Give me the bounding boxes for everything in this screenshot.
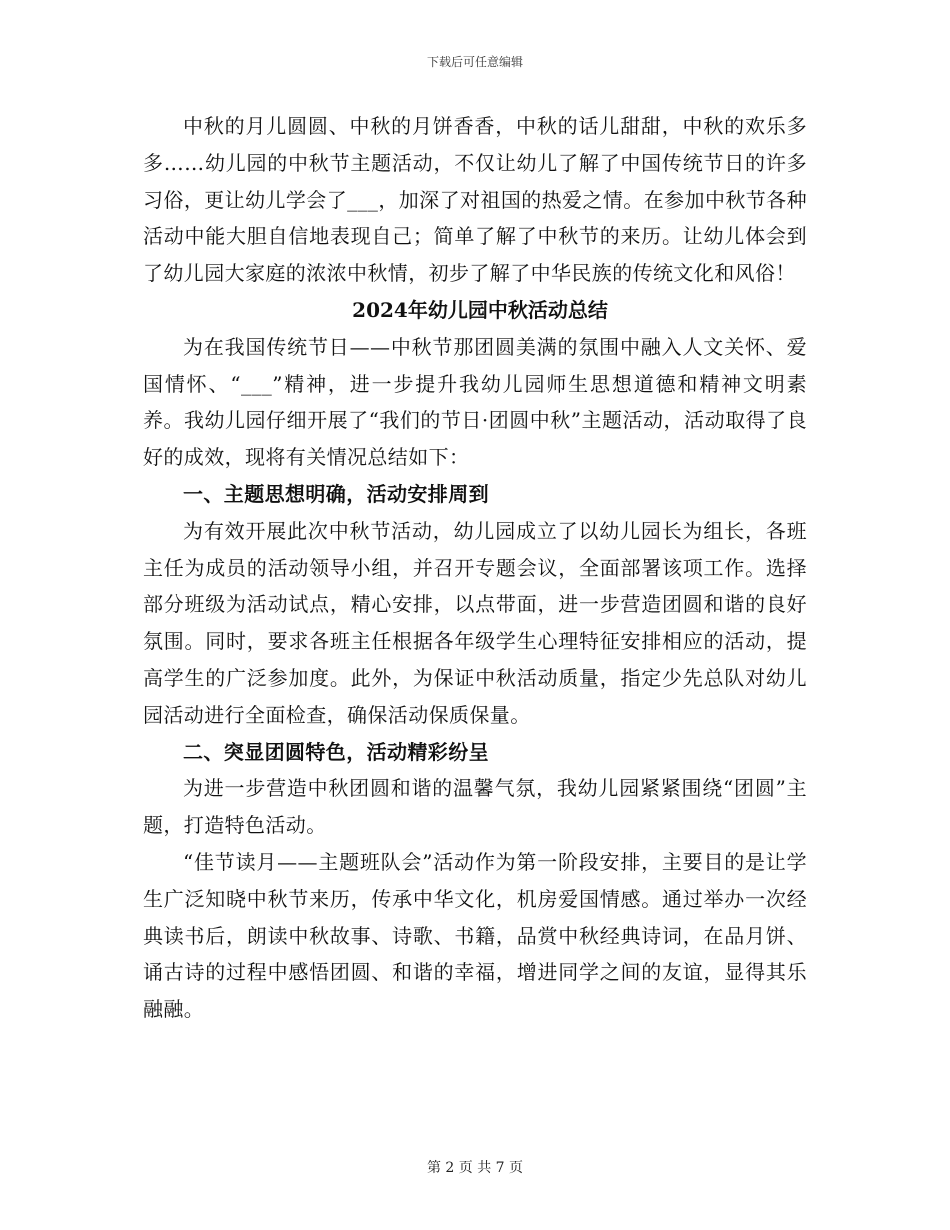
- section1-heading: 一、主题思想明确，活动安排周到: [183, 481, 489, 506]
- document-body: [143, 108, 807, 1028]
- page-footer-number: 第 2 页 共 7 页: [426, 1160, 524, 1176]
- page-header-note: 下载后可任意编辑: [426, 55, 523, 69]
- section2-heading: 二、突显团圆特色，活动精彩纷呈: [183, 739, 489, 764]
- intro-paragraph: 中秋的月儿圆圆、中秋的月饼香香，中秋的话儿甜甜，中秋的欢乐多多……幼儿园的中秋节主题活动，不仅让幼儿了解了中国传统节日的许多习俗，更让幼儿学会了___，加深了对祖国的热爱之情。在参加中秋节各种活动中能大胆自信地表现自己；简单了解了中秋节的来历。让幼儿体会到了幼儿园大家庭的浓浓中秋情，初步了解了中华民族的传统文化和风俗！: [143, 114, 807, 286]
- section1-paragraph: 为有效开展此次中秋节活动，幼儿园成立了以幼儿园长为组长，各班主任为成员的活动领导小组，并召开专题会议，全面部署该项工作。选择部分班级为活动试点，精心安排，以点带面，进一步营造团圆和谐的良好氛围。同时，要求各班主任根据各年级学生心理特征安排相应的活动，提高学生的广泛参加度。此外，为保证中秋活动质量，指定少先总队对幼儿园活动进行全面检查，确保活动保质保量。: [143, 518, 807, 727]
- article-title: 2024年幼儿园中秋活动总结: [352, 297, 608, 322]
- opening-paragraph: 为在我国传统节日——中秋节那团圆美满的氛围中融入人文关怀、爱国情怀、“___”精神，进一步提升我幼儿园师生思想道德和精神文明素养。我幼儿园仔细开展了“我们的节日·团圆中秋”主题活动，活动取得了良好的成效，现将有关情况总结如下：: [143, 334, 807, 470]
- section2-paragraph-2: “佳节读月——主题班队会”活动作为第一阶段安排，主要目的是让学生广泛知晓中秋节来历，传承中华文化，机房爱国情感。通过举办一次经典读书后，朗读中秋故事、诗歌、书籍，品赏中秋经典诗词，在品月饼、诵古诗的过程中感悟团圆、和谐的幸福，增进同学之间的友谊，显得其乐融融。: [143, 849, 807, 1022]
- section2-paragraph-1: 为进一步营造中秋团圆和谐的温馨气氛，我幼儿园紧紧围绕“团圆”主题，打造特色活动。: [143, 776, 807, 838]
